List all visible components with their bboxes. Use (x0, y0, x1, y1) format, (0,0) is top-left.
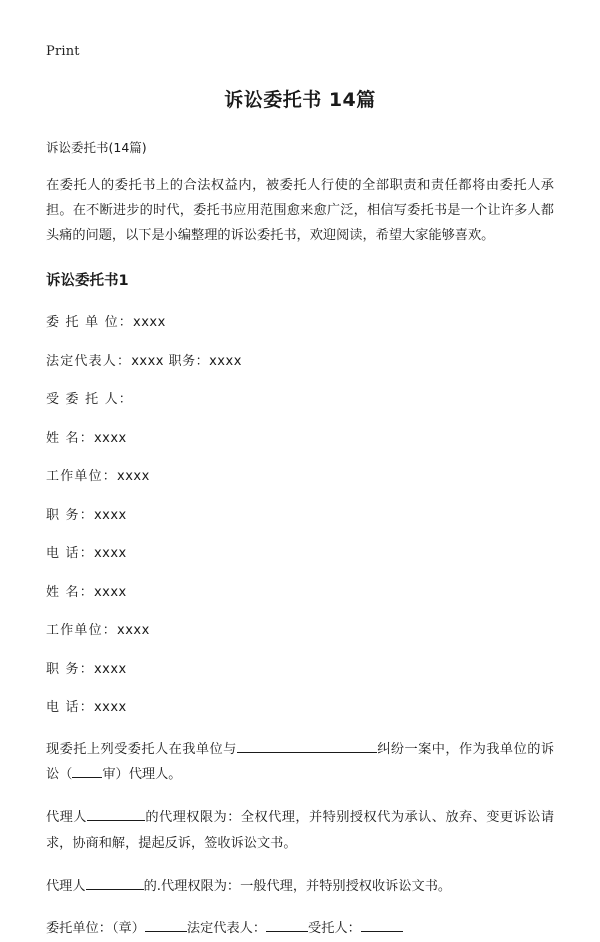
field-value: xxxx (93, 700, 127, 716)
field-label: 工作单位： (46, 469, 118, 485)
field-value: xxxx (133, 315, 166, 331)
field-entrusting-unit (46, 313, 554, 333)
field-phone-2 (46, 698, 554, 718)
field-label: 姓 名： (46, 584, 94, 600)
field-label: 委 托 单 位： (46, 315, 133, 331)
field-position-1 (46, 506, 554, 526)
blank-line-trustee (361, 931, 403, 932)
blank-line-agent-full (87, 820, 145, 821)
field-value: xxxx (93, 584, 127, 600)
entrust-text-1: 现委托上列受委托人在我单位与 (46, 741, 237, 757)
field-label: 职 务： (46, 661, 94, 677)
field-value: xxxx (117, 469, 150, 485)
field-label: 电 话： (46, 700, 94, 716)
page-title: 诉讼委托书 14篇 (224, 89, 376, 111)
field-legal-representative (46, 352, 554, 372)
blank-line-unit-seal (145, 931, 187, 932)
document-subtitle: 诉讼委托书(14篇) (46, 140, 147, 155)
blank-line-legal-rep (266, 931, 308, 932)
field-name-2 (46, 583, 554, 603)
print-button[interactable]: Print (46, 44, 80, 59)
agent-full-text-1: 代理人 (46, 810, 87, 826)
agent-general-text-2: 的.代理权限为：一般代理，并特别授权收诉讼文书。 (143, 878, 452, 894)
signature-text-3: 受托人： (308, 921, 361, 937)
paragraph-full-authority (46, 805, 554, 856)
blank-line-case (237, 752, 377, 753)
field-label: 法定代表人： (46, 353, 132, 369)
field-value: xxxx (93, 661, 127, 677)
field-label: 工作单位： (46, 623, 118, 639)
field-workplace-1 (46, 467, 554, 487)
field-workplace-2 (46, 621, 554, 641)
signature-text-1: 委托单位：（章） (46, 921, 145, 937)
blank-line-agent-general (86, 889, 144, 890)
field-position-2 (46, 660, 554, 680)
agent-general-text-1: 代理人 (46, 878, 86, 894)
field-value: xxxx (93, 546, 127, 562)
signature-text-2: 法定代表人： (186, 921, 267, 937)
field-value: xxxx 职务：xxxx (131, 353, 242, 369)
document-intro: 在委托人的委托书上的合法权益内，被委托人行使的全部职责和责任都将由委托人承担。在不断进步的时代，委托书应用范围愈来愈广泛，相信写委托书是一个让许多人都头痛的问题，以下是小编整理的诉讼委托书，欢迎阅读，希望大家能够喜欢。 (46, 178, 554, 244)
paragraph-entrustment (46, 737, 554, 788)
agent-full-text-2: 的代理权限为：全权代理，并特别授权代为承认、放弃、变更诉讼请求，协商和解，提起反诉，签收诉讼文书。 (46, 810, 555, 851)
paragraph-general-authority (46, 874, 554, 900)
field-label: 受 委 托 人： (46, 392, 133, 408)
entrust-text-2: 纠纷一案中，作为我单位的诉讼（ (46, 741, 555, 783)
blank-line-instance (72, 777, 102, 778)
field-value: xxxx (93, 507, 127, 523)
section-heading: 诉讼委托书1 (46, 273, 129, 290)
field-entrusted-person (46, 390, 554, 410)
field-value: xxxx (93, 430, 127, 446)
entrust-text-3: 审）代理人。 (102, 767, 182, 783)
field-label: 职 务： (46, 507, 94, 523)
field-label: 电 话： (46, 546, 94, 562)
field-phone-1 (46, 544, 554, 564)
field-value: xxxx (117, 623, 150, 639)
paragraph-signature-line (46, 916, 554, 942)
field-label: 姓 名： (46, 430, 94, 446)
field-name-1 (46, 429, 554, 449)
